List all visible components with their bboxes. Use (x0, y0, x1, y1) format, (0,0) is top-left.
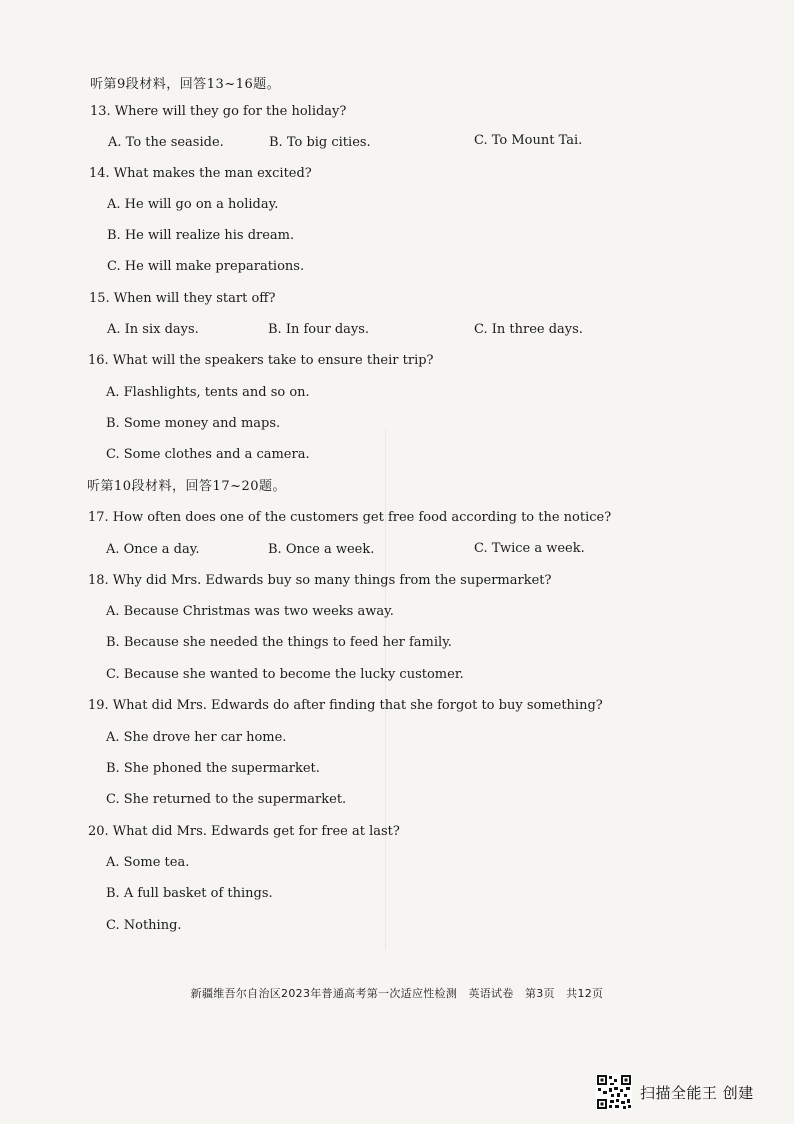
question-17: 17. How often does one of the customers get free food according to the notice? (88, 510, 612, 525)
option-15a: A. In six days. (107, 322, 199, 337)
option-16c: C. Some clothes and a camera. (106, 447, 310, 462)
question-16: 16. What will the speakers take to ensure their trip? (88, 353, 434, 368)
option-13a: A. To the seaside. (108, 135, 224, 150)
section-10-instruction: 听第10段材料，回答17~20题。 (87, 479, 287, 494)
bleed-through-divider (385, 430, 386, 950)
option-13b: B. To big cities. (269, 135, 371, 150)
option-14b: B. He will realize his dream. (107, 228, 295, 243)
option-18b: B. Because she needed the things to feed her family. (106, 635, 452, 650)
option-14a: A. He will go on a holiday. (107, 197, 279, 212)
question-19: 19. What did Mrs. Edwards do after finding that she forgot to buy something? (88, 698, 603, 713)
option-17c: C. Twice a week. (474, 541, 585, 556)
option-15c: C. In three days. (474, 322, 583, 337)
option-17a: A. Once a day. (106, 542, 200, 557)
option-20b: B. A full basket of things. (106, 886, 273, 901)
question-20: 20. What did Mrs. Edwards get for free at last? (88, 824, 400, 839)
option-20c: C. Nothing. (106, 918, 182, 933)
question-18: 18. Why did Mrs. Edwards buy so many things from the supermarket? (88, 573, 552, 588)
option-16a: A. Flashlights, tents and so on. (106, 385, 310, 400)
question-15: 15. When will they start off? (89, 291, 276, 306)
option-19b: B. She phoned the supermarket. (106, 761, 320, 776)
scanner-label: 扫描全能王 创建 (640, 1083, 754, 1102)
qr-code-icon (596, 1074, 632, 1110)
question-14: 14. What makes the man excited? (89, 166, 312, 181)
page-footer: 新疆维吾尔自治区2023年普通高考第一次适应性检测 英语试卷 第3页 共12页 (190, 987, 604, 1000)
option-18a: A. Because Christmas was two weeks away. (106, 604, 394, 619)
section-9-instruction: 听第9段材料，回答13~16题。 (90, 77, 281, 92)
option-13c: C. To Mount Tai. (474, 133, 583, 148)
option-20a: A. Some tea. (106, 855, 190, 870)
scanner-watermark (596, 1074, 754, 1110)
option-18c: C. Because she wanted to become the lucky customer. (106, 667, 464, 682)
option-19a: A. She drove her car home. (106, 730, 287, 745)
option-17b: B. Once a week. (268, 542, 375, 557)
option-14c: C. He will make preparations. (107, 259, 305, 274)
option-19c: C. She returned to the supermarket. (106, 792, 347, 807)
question-13: 13. Where will they go for the holiday? (90, 104, 347, 119)
option-15b: B. In four days. (268, 322, 370, 337)
option-16b: B. Some money and maps. (106, 416, 281, 431)
